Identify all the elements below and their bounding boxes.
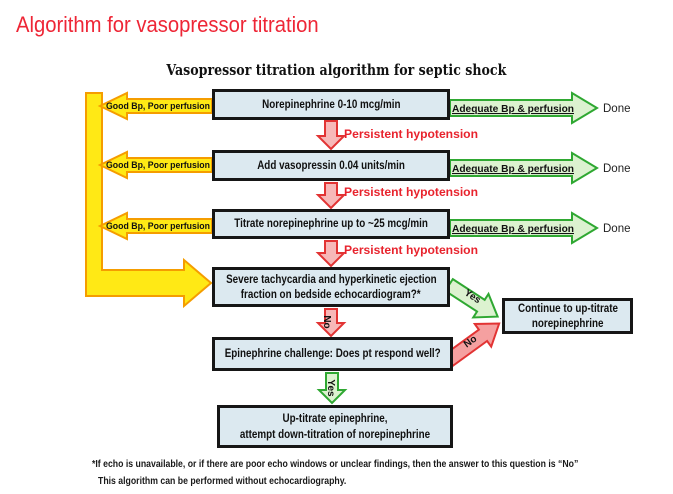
good-bp-label-1: Good Bp, Poor perfusion (106, 101, 211, 112)
footnote-line-1: *If echo is unavailable, or if there are poor echo windows or unclear findings, then the answer to this question is “No” (92, 459, 579, 470)
footnote-line-2: This algorithm can be performed without echocardiography. (98, 476, 347, 487)
done-label-1: Done (603, 103, 631, 115)
continue-text-line2: norepinephrine (531, 316, 604, 330)
done-label-2: Done (603, 163, 631, 175)
step4-text-line1: Severe tachycardia and hyperkinetic ejection (225, 271, 437, 286)
good-bp-label-3: Good Bp, Poor perfusion (106, 221, 211, 232)
yes-label-vertical: Yes (325, 379, 336, 397)
no-label-diagonal: No (461, 333, 480, 351)
step6-text-line2: attempt down-titration of norepinephrine (239, 426, 431, 441)
continue-text-line1: Continue to up-titrate (517, 300, 618, 315)
step6-text-line1: Up-titrate epinephrine, (282, 411, 388, 426)
yes-label-diagonal: Yes (462, 287, 483, 307)
red-down-arrow-1 (318, 121, 344, 149)
step-box-titrate-norepinephrine (212, 209, 450, 239)
persistent-hypotension-label-1: Persistent hypotension (344, 129, 478, 141)
step-box-continue-uptitrate (502, 298, 633, 334)
step-box-norepinephrine (212, 89, 450, 120)
step1-text: Norepinephrine 0-10 mcg/min (261, 96, 401, 111)
step4-text-line2: fraction on bedside echocardiogram?* (241, 287, 421, 301)
step3-text: Titrate norepinephrine up to ~25 mcg/min (234, 216, 428, 231)
no-label-vertical: No (321, 315, 332, 329)
good-bp-label-2: Good Bp, Poor perfusion (106, 160, 211, 171)
adequate-bp-label-2: Adequate Bp & perfusion (452, 163, 574, 175)
step-box-vasopressin (212, 150, 450, 181)
step-box-echocardiogram-question (212, 267, 450, 307)
step5-text: Epinephrine challenge: Does pt respond well? (224, 346, 441, 361)
adequate-bp-label-3: Adequate Bp & perfusion (452, 223, 574, 235)
done-label-3: Done (603, 223, 631, 235)
red-down-arrow-2 (318, 183, 344, 208)
step2-text: Add vasopressin 0.04 units/min (257, 157, 405, 172)
flowchart-title: Vasopressor titration algorithm for septic shock (166, 61, 507, 79)
step-box-epinephrine-challenge (212, 337, 453, 371)
red-down-arrow-3 (318, 241, 344, 266)
persistent-hypotension-label-3: Persistent hypotension (344, 245, 478, 257)
yellow-feedback-connector-arrow (86, 93, 211, 306)
step-box-uptitrate-epinephrine (217, 405, 453, 448)
page-title: Algorithm for vasopressor titration (16, 12, 319, 37)
persistent-hypotension-label-2: Persistent hypotension (344, 187, 478, 199)
adequate-bp-label-1: Adequate Bp & perfusion (452, 103, 574, 115)
